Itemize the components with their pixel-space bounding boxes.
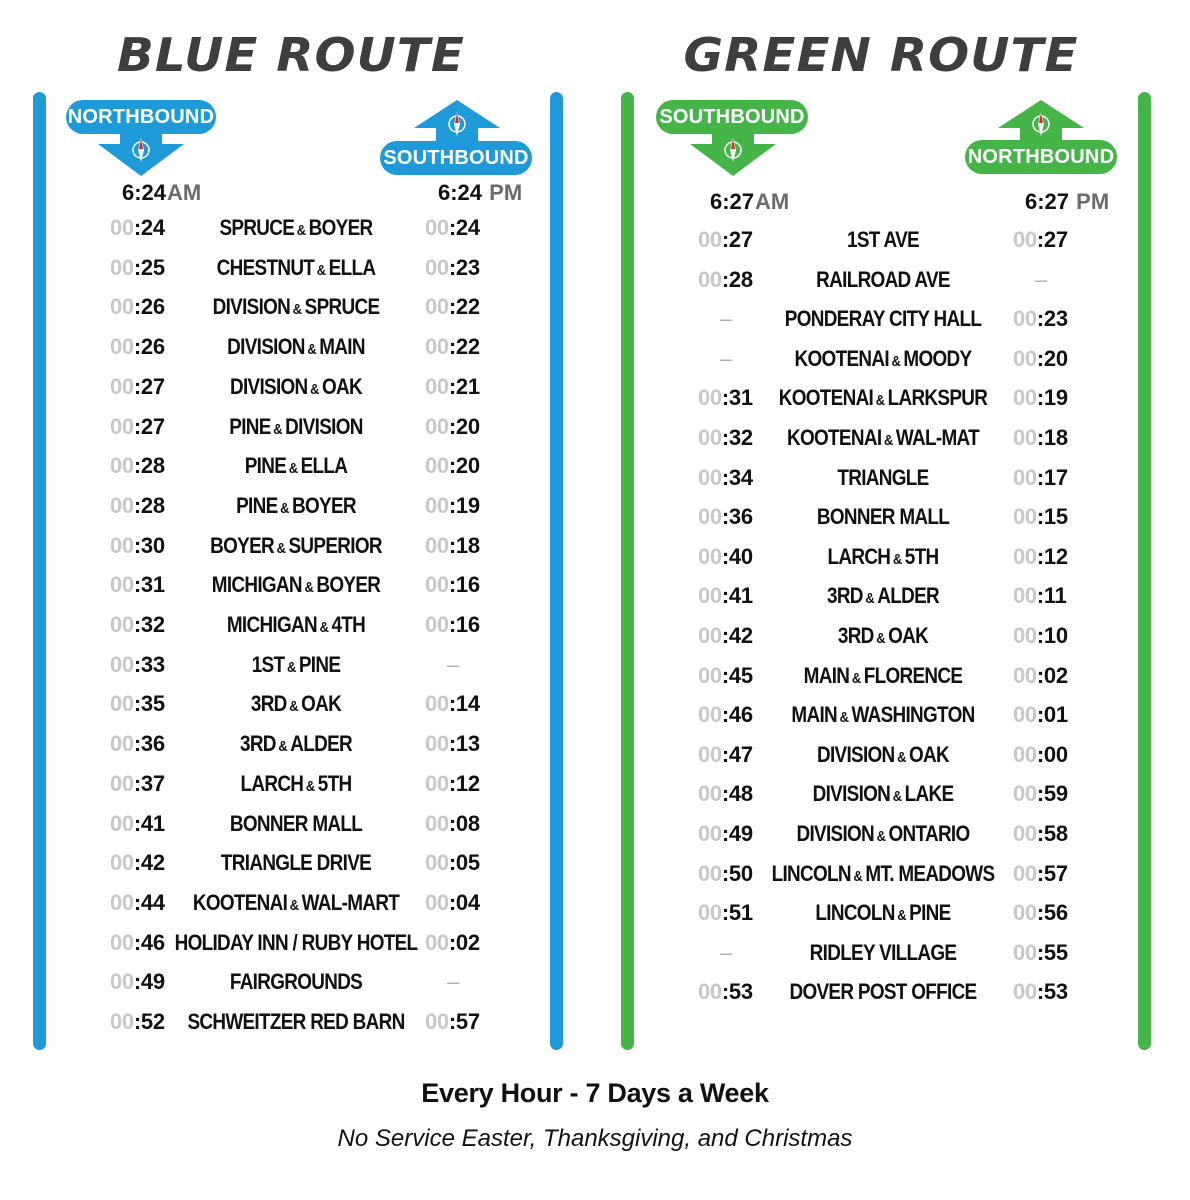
stop-name: MICHIGAN & 4TH [226, 612, 366, 637]
stop-name: 3RD & OAK [837, 623, 929, 648]
stop-name: HOLIDAY INN / RUBY HOTEL [174, 929, 418, 955]
departure-time-right: 00:57 [1013, 860, 1068, 886]
no-stop-dash: – [447, 651, 459, 677]
stop-name: DIVISION & OAK [816, 741, 950, 767]
departure-time-left: 00:50 [698, 860, 753, 886]
departure-time-right: 00:18 [425, 532, 480, 558]
departure-time-right: 00:56 [1013, 900, 1068, 926]
departure-time-right: 00:53 [1013, 979, 1068, 1005]
departure-time-right: 00:55 [1013, 939, 1068, 965]
schedule-row [0, 576, 1190, 616]
departure-time-left: 00:32 [698, 425, 753, 450]
departure-time-left: 00:41 [698, 583, 753, 609]
blue-northbound-start-time: 6:24AM [122, 180, 202, 205]
schedule-row [0, 537, 1190, 577]
departure-time-right: 00:22 [425, 334, 480, 360]
departure-time-right: 00:12 [1013, 543, 1068, 569]
schedule-row [0, 774, 1190, 814]
stop-name: PONDERAY CITY HALL [784, 306, 982, 332]
departure-time-right: 00:08 [425, 810, 480, 836]
departure-time-left: 00:27 [110, 373, 165, 399]
stop-name: MICHIGAN & BOYER [211, 572, 381, 598]
blue-southbound-start-time: 6:24 PM [438, 180, 523, 205]
no-stop-dash: – [447, 969, 459, 995]
departure-time-right: 00:17 [1013, 464, 1068, 490]
departure-time-right: 00:19 [425, 492, 480, 518]
departure-time-left: 00:45 [698, 662, 753, 688]
departure-time-right: 00:27 [1013, 227, 1068, 252]
schedule-row [0, 616, 1190, 656]
departure-time-right: 00:02 [425, 929, 480, 955]
departure-time-left: 00:42 [110, 850, 165, 876]
departure-time-left: 00:47 [698, 741, 753, 767]
departure-time-left: 00:44 [110, 889, 165, 915]
stop-name: PINE & DIVISION [229, 413, 363, 439]
no-stop-dash: – [720, 939, 732, 965]
departure-time-left: 00:48 [698, 781, 753, 807]
stop-name: MAIN & FLORENCE [803, 662, 963, 688]
green-northbound-start-time: 6:27 PM [1025, 189, 1110, 214]
stop-name: 1ST & PINE [251, 651, 341, 677]
holiday-service-note: No Service Easter, Thanksgiving, and Christmas [337, 1125, 853, 1152]
stop-name: BONNER MALL [816, 504, 950, 530]
blue-northbound-badge: NORTHBOUND [66, 100, 216, 134]
blue-southbound-arrow [414, 100, 500, 144]
departure-time-left: 00:42 [698, 623, 753, 648]
stop-name: DIVISION & SPRUCE [212, 294, 380, 320]
service-frequency-note: Every Hour - 7 Days a Week [421, 1078, 769, 1108]
departure-time-left: 00:52 [110, 1009, 165, 1034]
departure-time-left: 00:41 [110, 810, 165, 836]
departure-time-left: 00:33 [110, 651, 165, 677]
stop-name: 3RD & OAK [250, 691, 342, 717]
departure-time-right: 00:05 [425, 850, 480, 876]
blue-southbound-badge: SOUTHBOUND [380, 141, 532, 175]
departure-time-left: 00:51 [698, 900, 753, 926]
departure-time-right: 00:10 [1013, 623, 1068, 648]
departure-time-right: 00:15 [1013, 504, 1068, 530]
departure-time-right: 00:13 [425, 731, 480, 757]
stop-name: DIVISION & LAKE [812, 781, 954, 807]
stop-name: KOOTENAI & WAL-MART [192, 889, 400, 915]
departure-time-right: 00:23 [1013, 306, 1068, 332]
stop-name: TRIANGLE [837, 464, 929, 490]
schedule-row [0, 220, 1190, 260]
stop-name: CHESTNUT & ELLA [216, 254, 376, 280]
departure-time-left: 00:31 [698, 385, 753, 411]
schedule-row [0, 893, 1190, 933]
schedule-row [0, 854, 1190, 894]
departure-time-right: 00:20 [425, 453, 480, 479]
departure-time-right: 00:14 [425, 691, 480, 717]
no-stop-dash: – [720, 345, 732, 371]
schedule-row [0, 418, 1190, 458]
departure-time-right: 00:23 [425, 254, 480, 280]
stop-name: DOVER POST OFFICE [789, 979, 977, 1005]
stop-name: PINE & BOYER [236, 492, 356, 518]
departure-time-left: 00:49 [110, 969, 165, 995]
stop-name: KOOTENAI & LARKSPUR [778, 385, 988, 411]
stop-name: LINCOLN & PINE [815, 900, 951, 926]
departure-time-right: 00:57 [425, 1009, 480, 1034]
departure-time-right: 00:19 [1013, 385, 1068, 411]
schedule-row [0, 339, 1190, 379]
departure-time-right: 00:22 [425, 294, 480, 320]
stop-name: TRIANGLE DRIVE [220, 850, 372, 876]
departure-time-right: 00:04 [425, 889, 480, 915]
departure-time-right: 00:24 [425, 215, 480, 240]
schedule-row [0, 933, 1190, 973]
departure-time-left: 00:31 [110, 572, 165, 598]
departure-time-right: 00:12 [425, 770, 480, 796]
stop-name: RAILROAD AVE [816, 266, 950, 292]
stop-name: LARCH & 5TH [240, 770, 352, 796]
departure-time-right: 00:16 [425, 572, 480, 598]
stop-name: BOYER & SUPERIOR [210, 532, 382, 558]
no-stop-dash: – [720, 306, 732, 332]
departure-time-right: 00:20 [425, 413, 480, 439]
departure-time-right: 00:59 [1013, 781, 1068, 807]
stop-name: 3RD & ALDER [239, 731, 353, 757]
green-northbound-badge: NORTHBOUND [965, 140, 1117, 174]
stop-name: FAIRGROUNDS [229, 969, 363, 995]
green-route-title: GREEN ROUTE [683, 28, 1079, 82]
schedule-row [0, 458, 1190, 498]
departure-time-left: 00:30 [110, 532, 165, 558]
departure-time-right: 00:02 [1013, 662, 1068, 688]
schedule-row [0, 972, 1190, 1012]
departure-time-left: 00:28 [698, 266, 753, 292]
departure-time-left: 00:27 [110, 413, 165, 439]
departure-time-right: 00:20 [1013, 345, 1068, 371]
stop-name: DIVISION & ONTARIO [796, 821, 970, 846]
departure-time-left: 00:28 [110, 492, 165, 518]
departure-time-left: 00:26 [110, 294, 165, 320]
departure-time-right: 00:16 [425, 612, 480, 637]
stop-name: KOOTENAI & WAL-MAT [787, 425, 979, 450]
departure-time-right: 00:58 [1013, 821, 1068, 846]
departure-time-left: 00:27 [698, 227, 753, 252]
departure-time-left: 00:36 [698, 504, 753, 530]
green-southbound-start-time: 6:27AM [710, 189, 790, 214]
stop-name: PINE & ELLA [244, 453, 348, 479]
departure-time-left: 00:35 [110, 691, 165, 717]
stop-name: LINCOLN & MT. MEADOWS [771, 860, 995, 886]
stop-name: MAIN & WASHINGTON [791, 702, 975, 728]
departure-time-left: 00:49 [698, 821, 753, 846]
stop-name: DIVISION & OAK [229, 373, 363, 399]
no-stop-dash: – [1035, 266, 1047, 292]
stop-name: BONNER MALL [229, 810, 363, 836]
departure-time-left: 00:37 [110, 770, 165, 796]
stop-name: LARCH & 5TH [827, 543, 939, 569]
departure-time-right: 00:00 [1013, 741, 1068, 767]
stop-name: 3RD & ALDER [826, 583, 940, 609]
schedule-row [0, 299, 1190, 339]
green-northbound-arrow [998, 100, 1084, 144]
schedule-row [0, 735, 1190, 775]
stop-name: 1ST AVE [847, 227, 919, 252]
schedule-row [0, 260, 1190, 300]
departure-time-right: 00:18 [1013, 425, 1068, 450]
departure-time-right: 00:21 [425, 373, 480, 399]
blue-route-title: BLUE ROUTE [117, 28, 465, 82]
departure-time-left: 00:53 [698, 979, 753, 1005]
departure-time-left: 00:34 [698, 464, 753, 490]
departure-time-left: 00:25 [110, 254, 165, 280]
departure-time-left: 00:32 [110, 612, 165, 637]
departure-time-left: 00:46 [698, 702, 753, 728]
stop-name: KOOTENAI & MOODY [794, 345, 972, 371]
departure-time-right: 00:11 [1013, 583, 1067, 609]
schedule-row [0, 814, 1190, 854]
departure-time-left: 00:36 [110, 731, 165, 757]
schedule-row [0, 656, 1190, 696]
schedule-row [0, 695, 1190, 735]
schedule-row [0, 497, 1190, 537]
stop-name: SCHWEITZER RED BARN [187, 1009, 405, 1034]
schedule-row [0, 378, 1190, 418]
departure-time-left: 00:46 [110, 929, 165, 955]
departure-time-left: 00:24 [110, 215, 165, 240]
departure-time-left: 00:40 [698, 543, 753, 569]
stop-name: DIVISION & MAIN [227, 334, 365, 360]
departure-time-right: 00:01 [1013, 702, 1068, 728]
stop-name: RIDLEY VILLAGE [809, 939, 957, 965]
stop-name: SPRUCE & BOYER [219, 215, 373, 240]
departure-time-left: 00:28 [110, 453, 165, 479]
departure-time-left: 00:26 [110, 334, 165, 360]
green-southbound-badge: SOUTHBOUND [656, 100, 808, 134]
